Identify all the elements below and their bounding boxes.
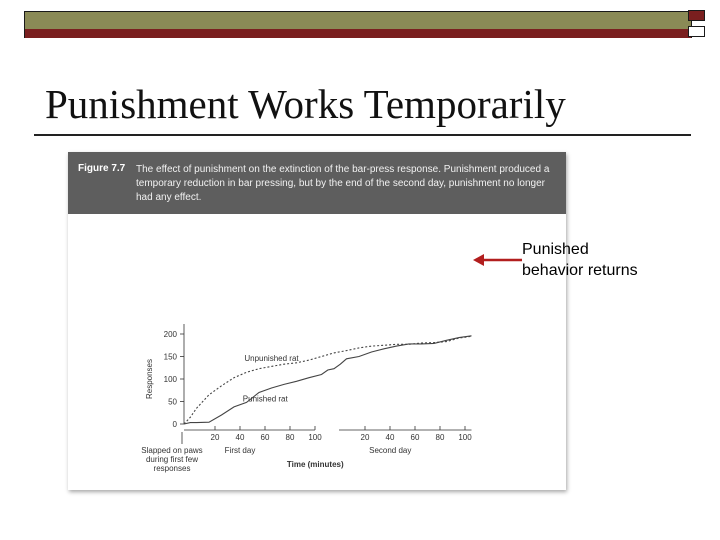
- x-tick-label: 20: [360, 433, 370, 442]
- top-decorative-bar: [24, 11, 692, 38]
- annotation-line-1: Punished: [522, 241, 589, 258]
- treatment-label: Slapped on paws: [141, 446, 203, 455]
- annotation-text: [522, 239, 638, 281]
- x-tick-label: 40: [385, 433, 395, 442]
- arrow-icon: [470, 250, 526, 270]
- y-tick-label: 50: [168, 397, 177, 407]
- x-tick-label: 80: [435, 433, 445, 442]
- top-bar-red-band: [25, 29, 691, 38]
- figure-panel: [68, 152, 566, 490]
- title-divider: [34, 134, 691, 136]
- day-label-first: First day: [224, 446, 256, 455]
- corner-square-white: [688, 26, 705, 37]
- x-tick-label: 20: [210, 433, 220, 442]
- y-tick-label: 200: [163, 330, 177, 339]
- corner-square-red: [688, 10, 705, 21]
- y-tick-label: 150: [163, 352, 177, 362]
- x-tick-label: 40: [235, 433, 245, 442]
- x-tick-label: 60: [260, 433, 270, 442]
- x-tick-label: 80: [285, 433, 295, 442]
- series-label-unpunished: Unpunished rat: [244, 354, 299, 363]
- x-axis-label: Time (minutes): [286, 460, 344, 469]
- annotation-line-2: behavior returns: [522, 262, 638, 279]
- x-tick-label: 60: [410, 433, 420, 442]
- punished-rat-line: [184, 336, 472, 424]
- y-axis-label: Responses: [145, 358, 154, 400]
- y-tick-label: 0: [172, 420, 177, 429]
- figure-caption-text: The effect of punishment on the extinction of the bar-press response. Punishment produced a temporary reduction in bar pressing, but by the end of the second day, punishment no longer had any effect.: [136, 164, 550, 203]
- x-tick-label: 100: [458, 433, 472, 442]
- series-label-punished: Punished rat: [242, 394, 288, 404]
- slide-title: Punishment Works Temporarily: [45, 81, 566, 127]
- treatment-label: responses: [153, 464, 191, 473]
- figure-label: Figure 7.7: [78, 163, 126, 174]
- day-label-second: Second day: [369, 446, 412, 455]
- line-chart: [68, 152, 566, 490]
- x-tick-label: 100: [308, 433, 322, 442]
- y-tick-label: 100: [163, 375, 177, 384]
- top-bar-olive-band: [25, 12, 691, 29]
- treatment-label: during first few: [145, 455, 199, 464]
